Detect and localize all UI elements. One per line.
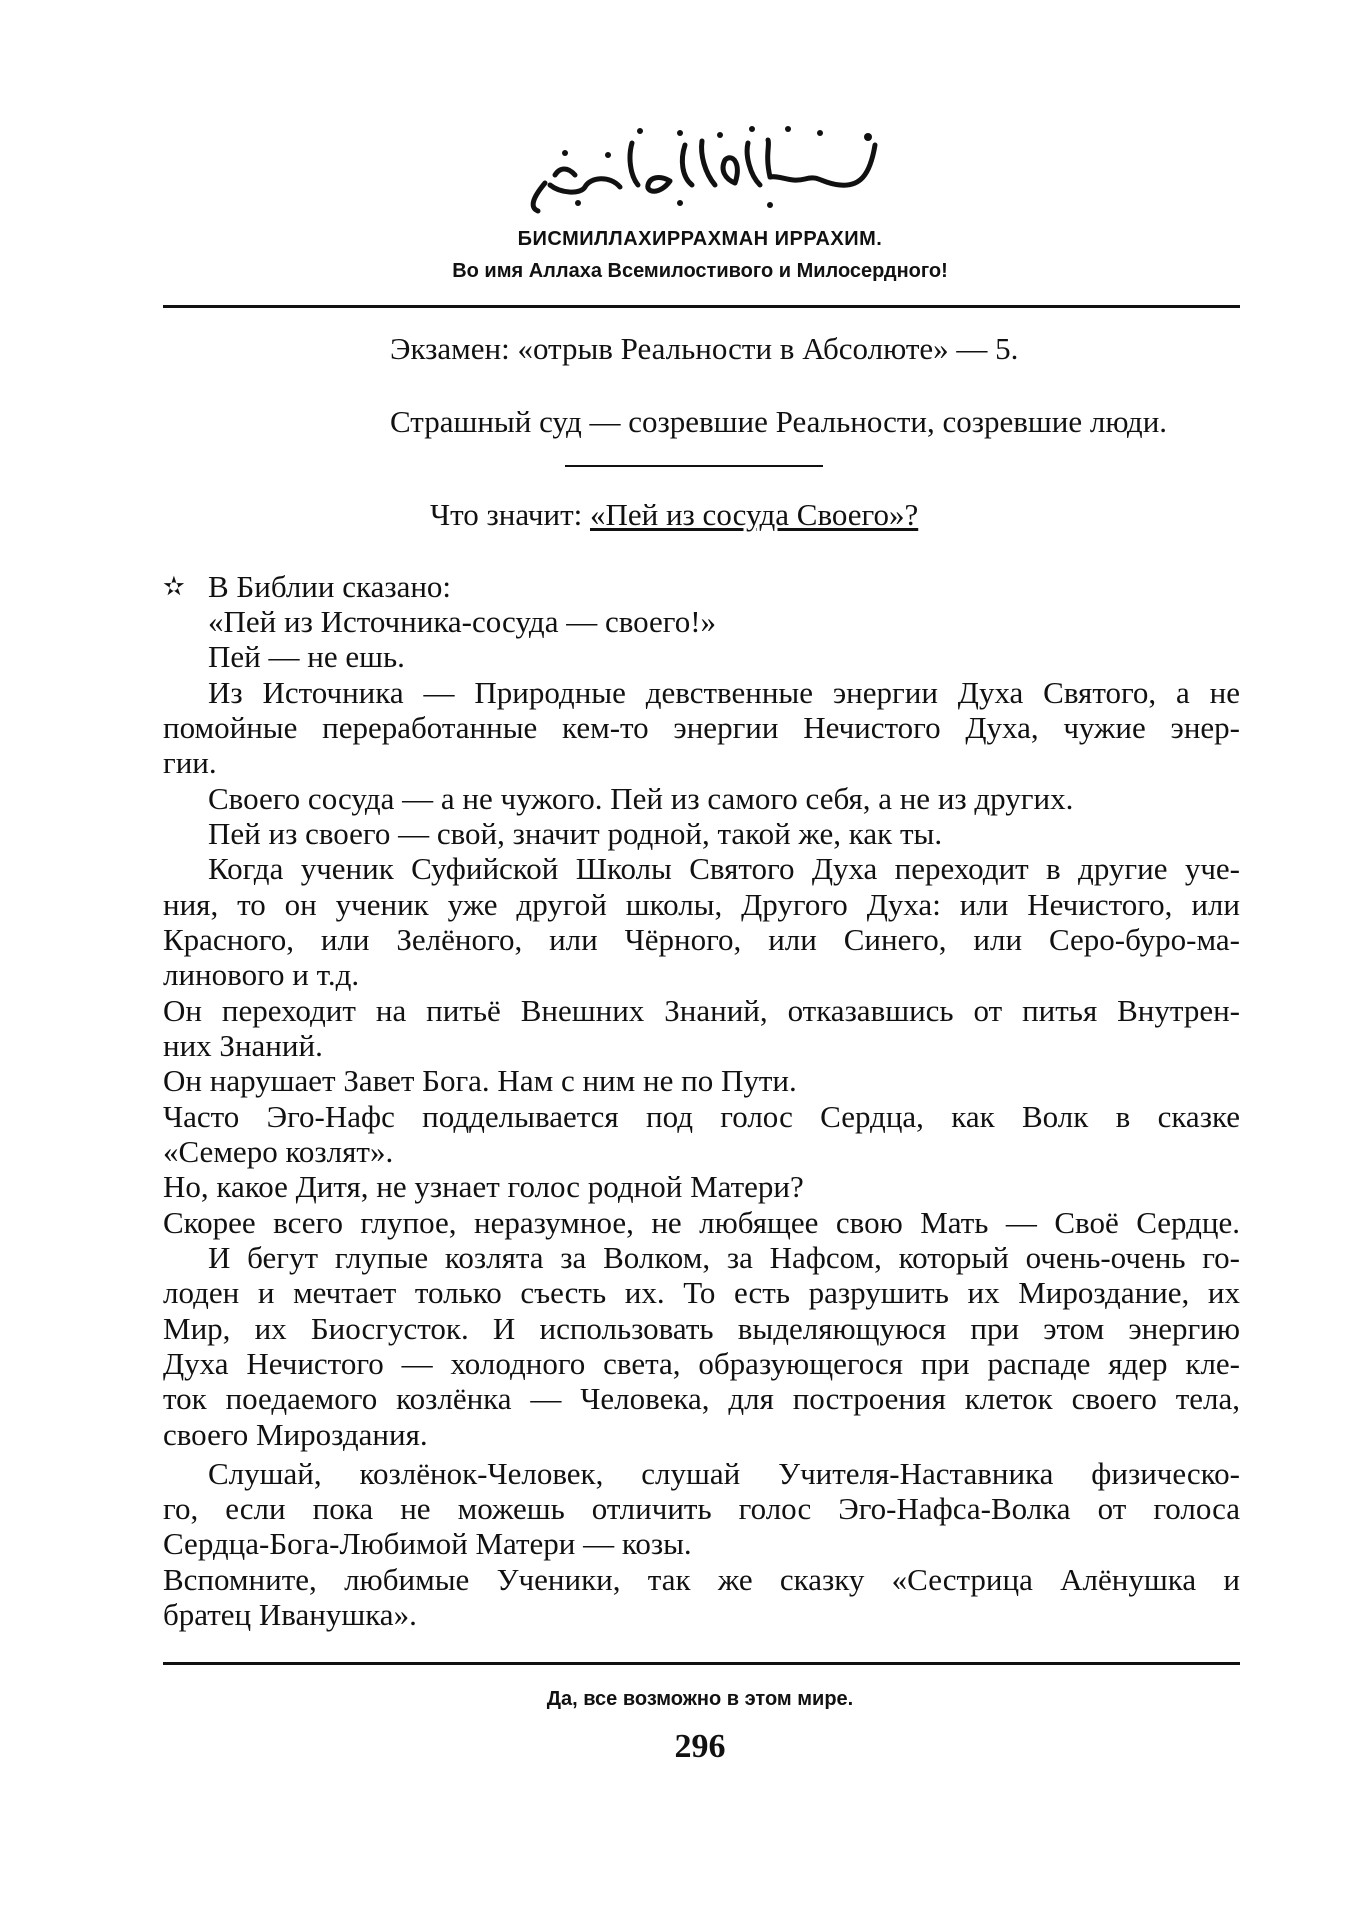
body-line: них Знаний. — [163, 1028, 323, 1063]
body-line: Вспомните, любимые Ученики, так же сказку «Сестрица Алёнушка и — [163, 1562, 1240, 1597]
body-line: Когда ученик Суфийской Школы Святого Духа переходит в другие уче- — [208, 851, 1240, 886]
body-line: Он переходит на питьё Внешних Знаний, отказавшись от питья Внутрен- — [163, 993, 1240, 1028]
body-line: И бегут глупые козлята за Волком, за Нафсом, который очень-очень го- — [208, 1240, 1240, 1275]
body-line: своего Мироздания. — [163, 1417, 428, 1452]
body-line: лоден и мечтает только съесть их. То есть разрушить их Мироздание, их — [163, 1275, 1240, 1310]
body-line: братец Иванушка». — [163, 1597, 417, 1632]
body-line: гии. — [163, 745, 217, 780]
question-line — [430, 498, 918, 532]
body-line: Своего сосуда — а не чужого. Пей из самого себя, а не из других. — [208, 781, 1074, 816]
body-line: Красного, или Зелёного, или Чёрного, или Синего, или Серо-буро-ма- — [163, 922, 1240, 957]
body-line: Мир, их Биосгусток. И использовать выделяющуюся при этом энергию — [163, 1311, 1240, 1346]
body-line: Из Источника — Природные девственные энергии Духа Святого, а не — [208, 675, 1240, 710]
question-prefix: Что значит: — [430, 497, 590, 532]
page-number: 296 — [674, 1728, 726, 1765]
body-line: Слушай, козлёнок-Человек, слушай Учителя-Наставника физическо- — [208, 1456, 1240, 1491]
bismillah-translation: Во имя Аллаха Всемилостивого и Милосердного! — [452, 260, 948, 282]
body-line: Пей — не ешь. — [208, 639, 405, 674]
star-bullet: ✫ — [163, 572, 185, 601]
body-line: В Библии сказано: — [208, 569, 452, 604]
body-line: линового и т.д. — [163, 957, 360, 992]
question-quote: «Пей из сосуда Своего»? — [589, 497, 919, 532]
bismillah-transliteration: БИСМИЛЛАХИРРАХМАН ИРРАХИМ. — [517, 228, 883, 250]
judgment-line: Страшный суд — созревшие Реальности, созревшие люди. — [390, 404, 1168, 439]
body-line: ток поедаемого козлёнка — Человека, для построения клеток своего тела, — [163, 1381, 1240, 1416]
body-line: Он нарушает Завет Бога. Нам с ним не по Пути. — [163, 1063, 797, 1098]
body-line: Духа Нечистого — холодного света, образующегося при распаде ядер кле- — [163, 1346, 1240, 1381]
body-line: «Семеро козлят». — [163, 1134, 394, 1169]
body-line: помойные переработанные кем-то энергии Нечистого Духа, чужие энер- — [163, 710, 1240, 745]
footer-motto: Да, все возможно в этом мире. — [546, 1688, 854, 1710]
body-line: «Пей из Источника-сосуда — своего!» — [208, 604, 717, 639]
body-line: Скорее всего глупое, неразумное, не любящее свою Мать — Своё Сердце. — [163, 1205, 1240, 1240]
footer-divider — [163, 1662, 1240, 1665]
body-line: ния, то он ученик уже другой школы, Другого Духа: или Нечистого, или — [163, 887, 1240, 922]
body-line: Часто Эго-Нафс подделывается под голос Сердца, как Волк в сказке — [163, 1099, 1240, 1134]
body-line: Пей из своего — свой, значит родной, такой же, как ты. — [208, 816, 943, 851]
body-line: го, если пока не можешь отличить голос Эго-Нафса-Волка от голоса — [163, 1491, 1240, 1526]
bismillah-calligraphy — [520, 115, 890, 215]
header-divider — [163, 305, 1240, 308]
exam-line: Экзамен: «отрыв Реальности в Абсолюте» — 5. — [390, 331, 1019, 366]
body-line: Но, какое Дитя, не узнает голос родной Матери? — [163, 1169, 804, 1204]
body-line: Сердца-Бога-Любимой Матери — козы. — [163, 1526, 692, 1561]
short-divider — [565, 465, 823, 467]
